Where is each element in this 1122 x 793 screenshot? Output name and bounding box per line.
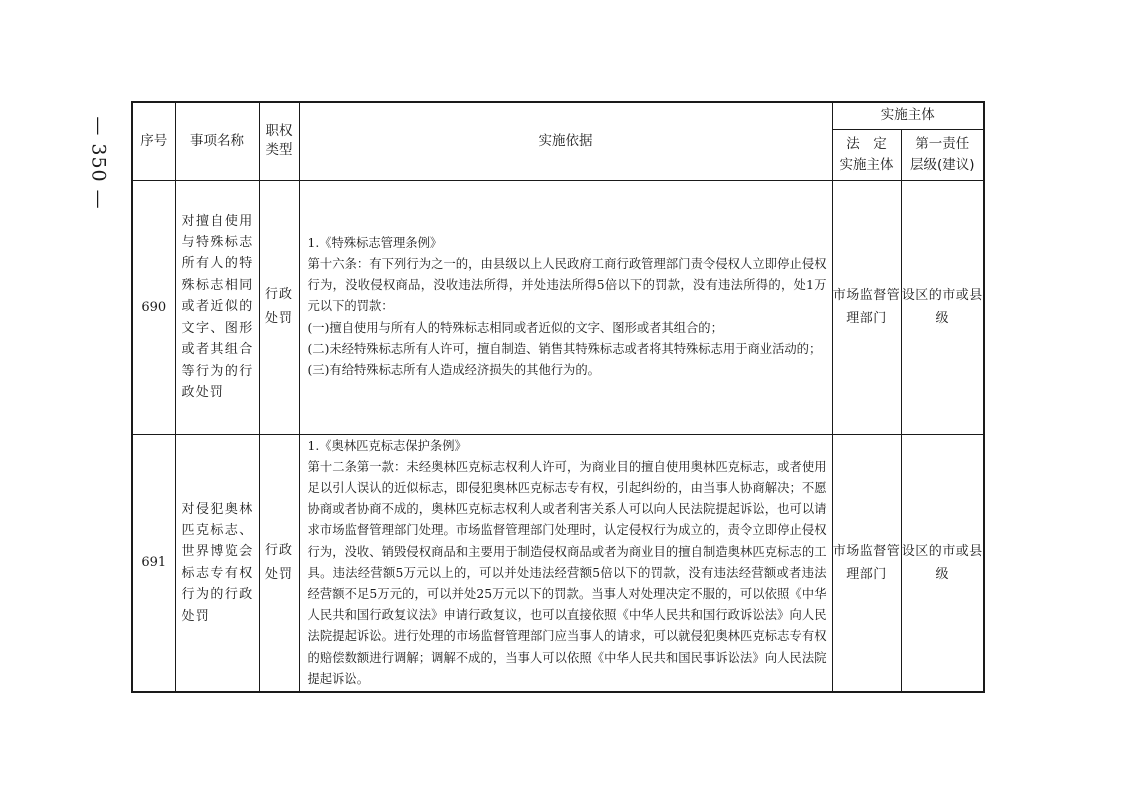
row-seq: 690	[132, 180, 175, 434]
page-number	[74, 118, 124, 208]
col-header-name: 事项名称	[175, 102, 259, 180]
col-header-level-line2: 层级(建议)	[909, 156, 975, 173]
basis-title: 1.《奥林匹克标志保护条例》	[307, 438, 467, 453]
header-row	[132, 102, 984, 129]
col-header-level-line1: 第一责任	[915, 135, 970, 152]
col-header-legal-line1: 法 定	[846, 135, 887, 152]
row-legal-body: 市场监督管理部门	[832, 180, 901, 434]
page-number-text: — 350 —	[88, 116, 111, 210]
col-header-basis: 实施依据	[299, 102, 832, 180]
table-row	[132, 180, 984, 434]
row-item-name: 对擅自使用与特殊标志所有人的特殊标志相同或者近似的文字、图形或者其组合等行为的行政处罚	[175, 180, 259, 434]
row-basis	[299, 180, 832, 434]
col-header-legal-line2: 实施主体	[839, 156, 894, 173]
enforcement-table	[131, 101, 985, 693]
row-power-type: 行政处罚	[259, 434, 299, 692]
row-seq: 691	[132, 434, 175, 692]
basis-paragraph: 第十二条第一款：未经奥林匹克标志权利人许可，为商业目的擅自使用奥林匹克标志，或者使用足以引人误认的近似标志，即侵犯奥林匹克标志专有权，引起纠纷的，由当事人协商解决；不愿协商或者协商不成的，奥林匹克标志权利人或者利害关系人可以向人民法院提起诉讼，也可以请求市场监督管理部门处理。市场监督管理部门处理时，认定侵权行为成立的，责令立即停止侵权行为，没收、销毁侵权商品和主要用于制造侵权商品或者为商业目的擅自制造奥林匹克标志的工具。违法经营额5万元以上的，可以并处违法经营额5倍以下的罚款，没有违法经营额或者违法经营额不足5万元的，可以并处25万元以下的罚款。当事人对处理决定不服的，可以依照《中华人民共和国行政复议法》申请行政复议，也可以直接依照《中华人民共和国行政诉讼法》向人民法院提起诉讼。进行处理的市场监督管理部门应当事人的请求，可以就侵犯奥林匹克标志专有权的赔偿数额进行调解；调解不成的，当事人可以依照《中华人民共和国民事诉讼法》向人民法院提起诉讼。	[307, 459, 827, 686]
basis-paragraph: (一)擅自使用与所有人的特殊标志相同或者近似的文字、图形或者其组合的；	[307, 320, 723, 335]
row-power-type: 行政处罚	[259, 180, 299, 434]
col-header-seq: 序号	[132, 102, 175, 180]
col-header-body-group: 实施主体	[832, 102, 984, 129]
basis-paragraph: 第十六条：有下列行为之一的，由县级以上人民政府工商行政管理部门责令侵权人立即停止侵权行为，没收侵权商品，没收违法所得，并处违法所得5倍以下的罚款，没有违法所得的，处1万元以下的罚款：	[307, 256, 827, 314]
col-header-legal-body	[832, 129, 901, 180]
col-header-level	[901, 129, 984, 180]
row-item-name: 对侵犯奥林匹克标志、世界博览会标志专有权行为的行政处罚	[175, 434, 259, 692]
row-legal-body: 市场监督管理部门	[832, 434, 901, 692]
row-level: 设区的市或县级	[901, 180, 984, 434]
table-row	[132, 434, 984, 692]
row-level: 设区的市或县级	[901, 434, 984, 692]
row-basis	[299, 434, 832, 692]
col-header-type-line1: 职权	[265, 123, 293, 140]
basis-title: 1.《特殊标志管理条例》	[307, 235, 443, 250]
basis-paragraph: (二)未经特殊标志所有人许可，擅自制造、销售其特殊标志或者将其特殊标志用于商业活动的；	[307, 341, 822, 356]
col-header-type	[259, 102, 299, 180]
col-header-type-line2: 类型	[265, 142, 293, 159]
basis-paragraph: (三)有给特殊标志所有人造成经济损失的其他行为的。	[307, 363, 600, 377]
